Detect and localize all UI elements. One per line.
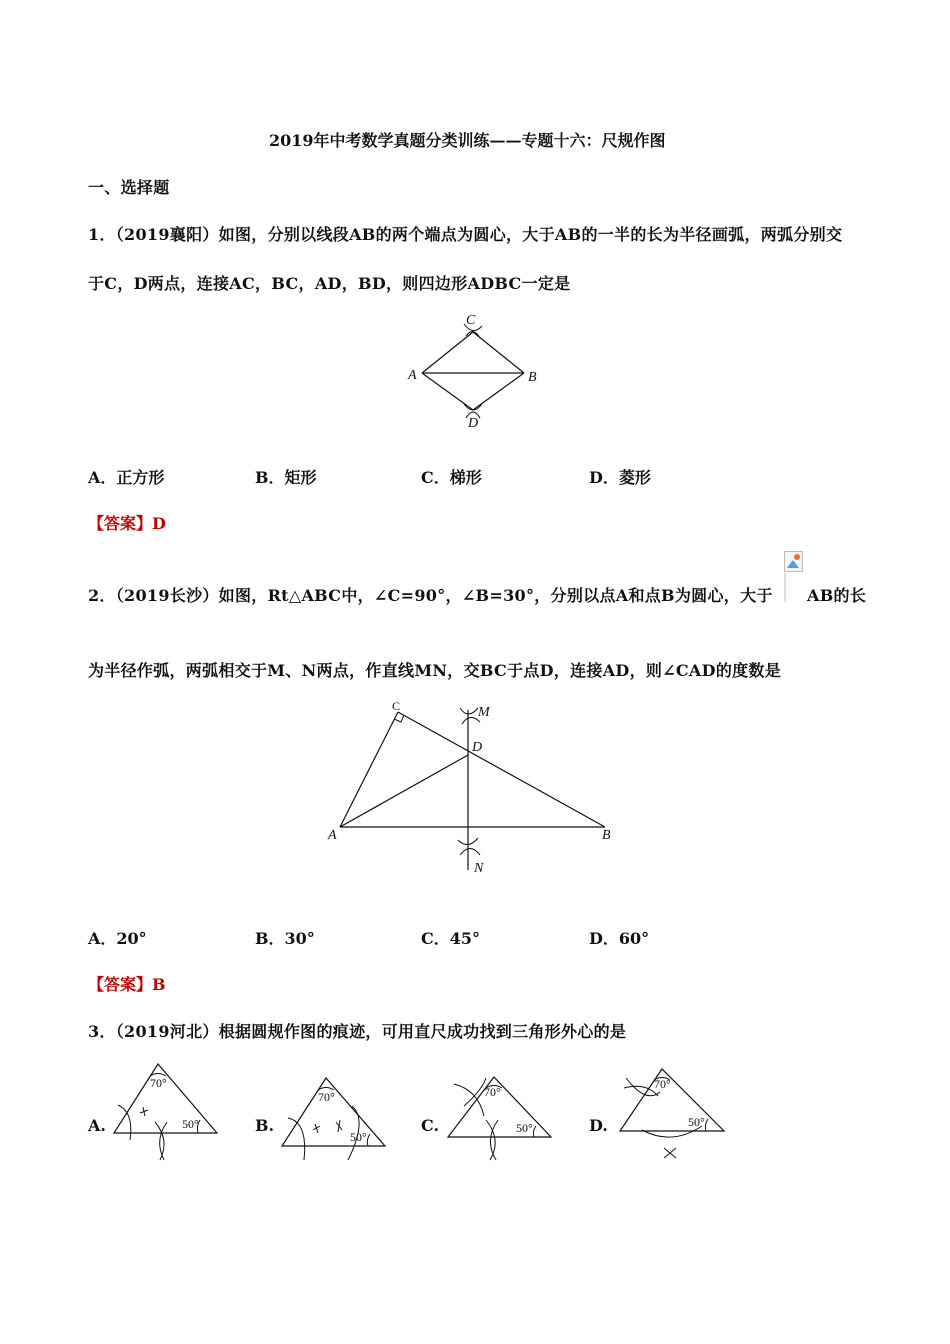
q1-segment-cb bbox=[473, 332, 524, 373]
q1-label-c: C bbox=[466, 313, 476, 328]
q3-option-c-label: C. bbox=[421, 1116, 440, 1135]
q1-label-a: A bbox=[408, 368, 417, 383]
q1-answer: 【答案】D bbox=[88, 514, 166, 533]
q2-label-n: N bbox=[474, 861, 484, 876]
q3-b-angle-right: 50° bbox=[350, 1130, 367, 1144]
q3-a-angle-top: 70° bbox=[150, 1076, 167, 1090]
q3-c-angle-top: 70° bbox=[484, 1085, 501, 1099]
q1-label-d: D bbox=[468, 416, 479, 431]
q3-option-d-label: D. bbox=[589, 1116, 608, 1135]
q2-option-c: C．45° bbox=[421, 929, 481, 948]
q1-line2: 于C，D两点，连接AC，BC，AD，BD，则四边形ADBC一定是 bbox=[88, 274, 571, 293]
q1-segment-ac bbox=[422, 332, 473, 373]
q3-figure-a bbox=[110, 1060, 225, 1165]
q1-option-b: B．矩形 bbox=[255, 468, 317, 487]
q2-arc-m1 bbox=[460, 708, 478, 714]
q2-segment-ca bbox=[340, 712, 398, 827]
q2-line2: 为半径作弧，两弧相交于M、N两点，作直线MN，交BC于点D，连接AD，则∠CAD的度数是 bbox=[88, 661, 782, 680]
q2-label-d: D bbox=[472, 740, 483, 755]
q3-d-angle-top: 70° bbox=[654, 1077, 671, 1091]
page-title: 2019年中考数学真题分类训练——专题十六：尺规作图 bbox=[269, 131, 666, 150]
q3-a-angle-right: 50° bbox=[182, 1117, 199, 1131]
q2-label-a: A bbox=[328, 828, 337, 843]
q2-line1-tail: AB的长 bbox=[807, 586, 867, 605]
q1-segment-bd bbox=[473, 373, 524, 410]
q2-arc-n2 bbox=[460, 849, 480, 856]
q2-segment-cb bbox=[398, 712, 605, 827]
q1-figure-rhombus bbox=[400, 310, 560, 435]
q3-d-angle-right: 50° bbox=[688, 1115, 705, 1129]
q3-b-angle-top: 70° bbox=[318, 1090, 335, 1104]
q3-option-b-label: B. bbox=[255, 1116, 275, 1135]
q3-figure-c bbox=[444, 1060, 559, 1165]
q3-figure-d bbox=[612, 1060, 732, 1165]
q2-segment-ad bbox=[340, 755, 468, 827]
section-heading: 一、选择题 bbox=[88, 178, 170, 197]
q1-label-b: B bbox=[528, 370, 537, 385]
q2-answer: 【答案】B bbox=[88, 975, 166, 994]
q2-option-d: D．60° bbox=[589, 929, 650, 948]
q1-option-c: C．梯形 bbox=[421, 468, 482, 487]
q1-option-d: D．菱形 bbox=[589, 468, 651, 487]
q1-line1: 1．（2019襄阳）如图，分别以线段AB的两个端点为圆心，大于AB的一半的长为半径画弧，两弧分别交 bbox=[88, 225, 843, 244]
q2-option-a: A．20° bbox=[88, 929, 147, 948]
broken-image-icon bbox=[784, 551, 806, 603]
q3-option-a-label: A. bbox=[88, 1116, 106, 1135]
q1-segment-da bbox=[422, 373, 473, 410]
q3-c-angle-right: 50° bbox=[516, 1121, 533, 1135]
q2-figure-right-triangle bbox=[320, 700, 620, 880]
q1-option-a: A．正方形 bbox=[88, 468, 165, 487]
q2-label-b: B bbox=[602, 828, 611, 843]
q2-label-m: M bbox=[478, 705, 490, 720]
q3-figure-b bbox=[278, 1060, 393, 1165]
q2-option-b: B．30° bbox=[255, 929, 315, 948]
q2-line1: 2．（2019长沙）如图，Rt△ABC中，∠C=90°，∠B=30°，分别以点A和点B为圆心，大于 bbox=[88, 586, 773, 605]
q2-label-c: C bbox=[392, 699, 401, 713]
q3-line1: 3．（2019河北）根据圆规作图的痕迹，可用直尺成功找到三角形外心的是 bbox=[88, 1022, 627, 1041]
